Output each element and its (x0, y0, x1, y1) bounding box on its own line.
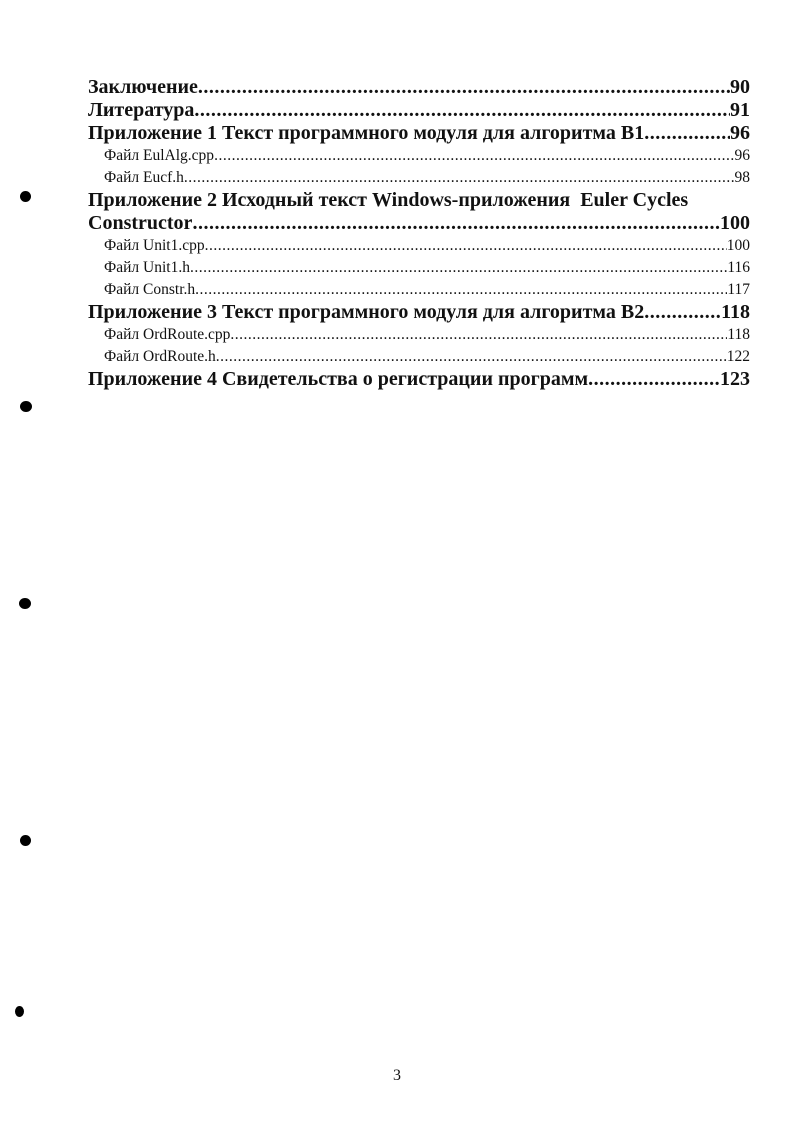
toc-entry-title: Заключение (88, 76, 198, 98)
toc-entry-page: 96 (734, 147, 750, 164)
toc-leader-dots (195, 279, 727, 301)
toc-entry-appendix-4 (88, 368, 750, 391)
toc-entry-title: Приложение 4 Свидетельства о регистрации программ (88, 368, 589, 390)
toc-subentry (88, 167, 750, 189)
toc-entry-page: 98 (734, 169, 750, 186)
toc-entry-page: 122 (726, 348, 750, 365)
toc-subentry (88, 279, 750, 301)
toc-leader-dots (184, 167, 735, 189)
toc-subentry (88, 145, 750, 167)
toc-leader-dots (194, 99, 730, 122)
toc-entry-title: Файл Eucf.h (104, 169, 184, 186)
toc-entry-title: Приложение 1 Текст программного модуля для алгоритма B1 (88, 122, 645, 144)
table-of-contents (88, 76, 750, 391)
toc-entry-page: 100 (726, 237, 750, 254)
scan-hole-mark (15, 1006, 24, 1017)
toc-leader-dots (216, 346, 727, 368)
toc-entry-page: 91 (730, 99, 750, 121)
scan-hole-mark (20, 835, 31, 846)
scan-hole-mark (19, 598, 31, 609)
toc-entry-page: 100 (720, 212, 750, 234)
scan-hole-mark (20, 191, 31, 202)
toc-entry-title: Приложение 3 Текст программного модуля для алгоритма B2 (88, 301, 645, 323)
toc-entry-page: 116 (727, 259, 750, 276)
toc-entry-appendix-3 (88, 301, 750, 324)
toc-entry-title: Файл Unit1.cpp (104, 237, 205, 254)
toc-leader-dots (644, 122, 730, 145)
toc-leader-dots (214, 145, 734, 167)
toc-leader-dots (190, 257, 727, 279)
toc-entry-page: 123 (720, 368, 750, 390)
toc-entry-page: 118 (721, 301, 750, 323)
toc-entry-page: 118 (727, 326, 750, 343)
toc-entry-title: Файл EulAlg.cpp (104, 147, 215, 164)
toc-entry-appendix-2 (88, 212, 750, 235)
toc-entry-page: 96 (730, 122, 750, 144)
toc-subentry (88, 257, 750, 279)
toc-subentry (88, 235, 750, 257)
scan-hole-mark (20, 401, 32, 412)
toc-entry-page: 117 (727, 281, 750, 298)
toc-entry-conclusion (88, 76, 750, 99)
toc-entry-appendix-2-line1: Приложение 2 Исходный текст Windows-приложения Euler Cycles (88, 189, 689, 211)
toc-subentry (88, 346, 750, 368)
toc-entry-title: Файл OrdRoute.h (104, 348, 216, 365)
toc-entry-title: Литература (88, 99, 195, 121)
toc-entry-title: Файл Unit1.h (104, 259, 190, 276)
toc-leader-dots (192, 212, 720, 235)
toc-entry-title: Файл OrdRoute.cpp (104, 326, 231, 343)
toc-subentry (88, 324, 750, 346)
toc-entry-page: 90 (730, 76, 750, 98)
toc-leader-dots (588, 368, 720, 391)
toc-entry-title: Constructor (88, 212, 193, 234)
toc-leader-dots (230, 324, 727, 346)
toc-leader-dots (198, 76, 730, 99)
toc-leader-dots (644, 301, 721, 324)
toc-entry-title: Файл Constr.h (104, 281, 196, 298)
toc-leader-dots (205, 235, 727, 257)
toc-entry-appendix-1 (88, 122, 750, 145)
page-number: 3 (393, 1067, 401, 1084)
toc-entry-literature (88, 99, 750, 122)
